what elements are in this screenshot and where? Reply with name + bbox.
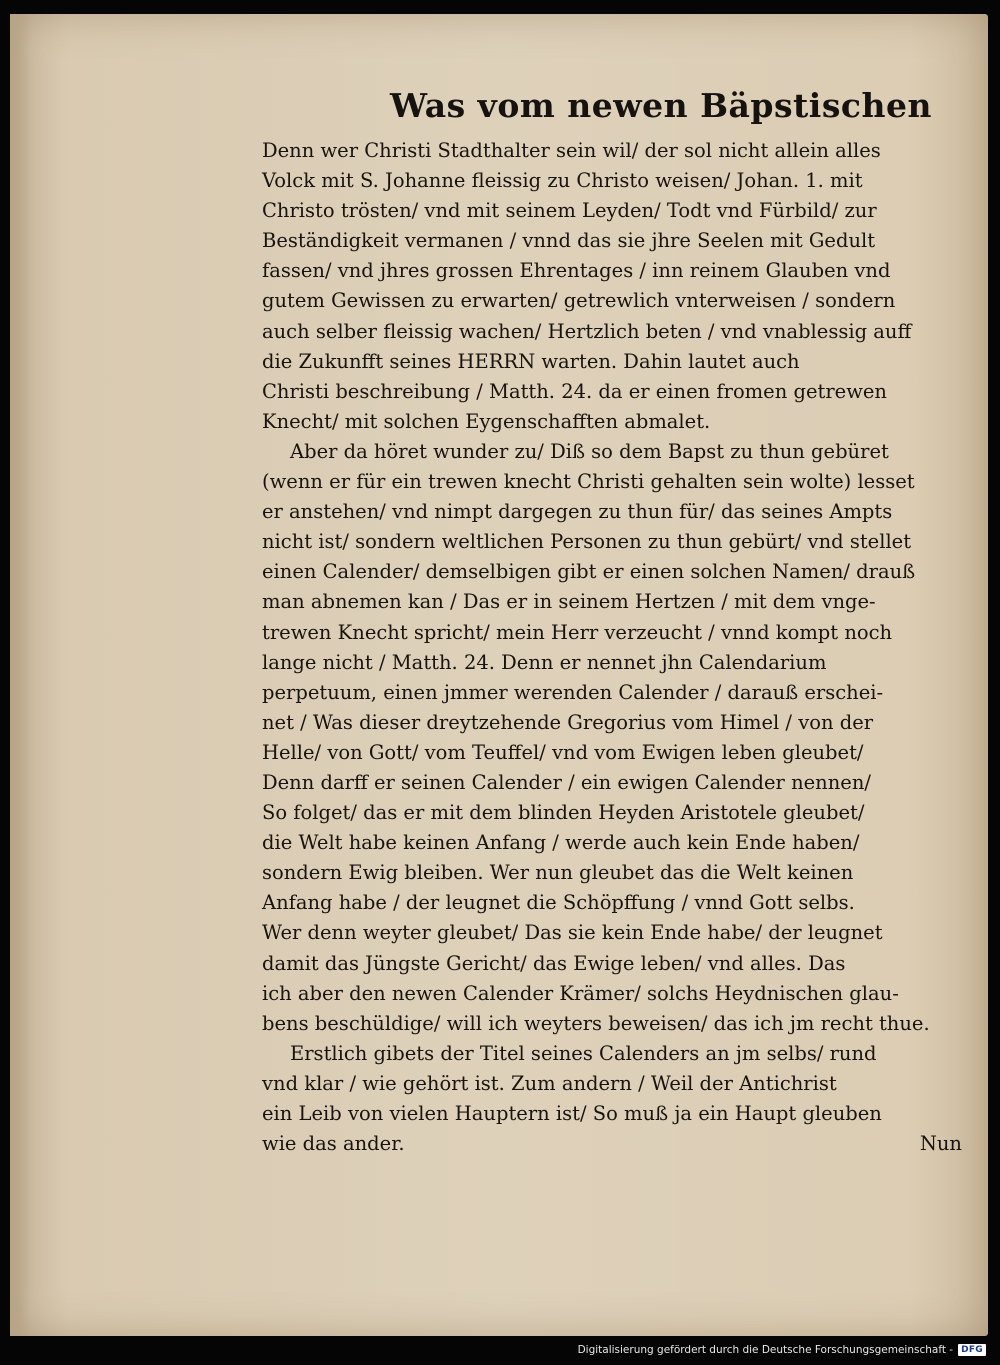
text-line: er anstehen/ vnd nimpt dargegen zu thun für/ das seines Ampts [262, 500, 893, 524]
running-head: Was vom newen Bäpstischen [390, 86, 932, 125]
footer-credit: Digitalisierung gefördert durch die Deutsche Forschungsgemeinschaft - [577, 1344, 954, 1356]
digitization-footer [578, 1344, 986, 1356]
text-line: Denn darff er seinen Calender / ein ewigen Calender nennen/ [262, 770, 871, 794]
text-line: Christi beschreibung / Matth. 24. da er einen fromen getrewen [262, 379, 887, 403]
text-line: Knecht/ mit solchen Eygenschafften abmalet. [262, 409, 711, 433]
text-line: die Welt habe keinen Anfang / werde auch kein Ende haben/ [262, 831, 860, 855]
text-line: lange nicht / Matth. 24. Denn er nennet jhn Calendarium [262, 650, 827, 674]
text-line: einen Calender/ demselbigen gibt er einen solchen Namen/ drauß [262, 560, 916, 584]
text-line: Christo trösten/ vnd mit seinem Leyden/ Todt vnd Fürbild/ zur [262, 199, 877, 223]
text-line: bens beschüldige/ will ich weyters beweisen/ das ich jm recht thue. [262, 1011, 930, 1035]
text-line: Wer denn weyter gleubet/ Das sie kein Ende habe/ der leugnet [262, 921, 883, 945]
text-line: ich aber den newen Calender Krämer/ solchs Heydnischen glau- [262, 981, 899, 1005]
text-line: Beständigkeit vermanen / vnnd das sie jhre Seelen mit Gedult [262, 229, 876, 253]
text-line: man abnemen kan / Das er in seinem Hertzen / mit dem vnge- [262, 590, 876, 614]
text-line: Denn wer Christi Stadthalter sein wil/ der sol nicht allein alles [262, 139, 881, 162]
text-line: Erstlich gibets der Titel seines Calenders an jm selbs/ rund [290, 1041, 877, 1065]
text-line: (wenn er für ein trewen knecht Christi gehalten sein wolte) lesset [262, 470, 915, 494]
text-line: So folget/ das er mit dem blinden Heyden Aristotele gleubet/ [262, 801, 865, 825]
last-line-row [262, 1129, 962, 1159]
text-line: die Zukunfft seines HERRN warten. Dahin lautet auch [262, 349, 800, 373]
text-line: net / Was dieser dreytzehende Gregorius vom Himel / von der [262, 710, 874, 734]
text-line: trewen Knecht spricht/ mein Herr verzeucht / vnnd kompt noch [262, 620, 893, 644]
page-edge-shadow [10, 14, 30, 1336]
text-line: wie das ander. [262, 1132, 405, 1156]
text-line: vnd klar / wie gehört ist. Zum andern / Weil der Antichrist [262, 1071, 837, 1095]
text-line: nicht ist/ sondern weltlichen Personen zu thun gebürt/ vnd stellet [262, 530, 912, 554]
text-line: sondern Ewig bleiben. Wer nun gleubet das die Welt keinen [262, 861, 854, 885]
text-line: Anfang habe / der leugnet die Schöpffung / vnnd Gott selbs. [262, 891, 855, 915]
body-text [262, 136, 962, 1159]
text-line: Aber da höret wunder zu/ Diß so dem Bapst zu thun gebüret [290, 439, 889, 463]
text-line: perpetuum, einen jmmer werenden Calender / darauß erschei- [262, 680, 884, 704]
catchword: Nun [919, 1132, 962, 1156]
text-line: Volck mit S. Johanne fleissig zu Christo weisen/ Johan. 1. mit [262, 169, 863, 193]
dfg-logo: DFG [958, 1344, 986, 1356]
text-line: Helle/ von Gott/ vom Teuffel/ vnd vom Ewigen leben gleubet/ [262, 740, 864, 764]
text-line: gutem Gewissen zu erwarten/ getrewlich vnterweisen / sondern [262, 289, 896, 313]
text-line: damit das Jüngste Gericht/ das Ewige leben/ vnd alles. Das [262, 951, 846, 975]
text-line: auch selber fleissig wachen/ Hertzlich beten / vnd vnablessig auff [262, 319, 912, 343]
text-line: fassen/ vnd jhres grossen Ehrentages / inn reinem Glauben vnd [262, 259, 891, 283]
text-line: ein Leib von vielen Hauptern ist/ So muß ja ein Haupt gleuben [262, 1102, 882, 1125]
